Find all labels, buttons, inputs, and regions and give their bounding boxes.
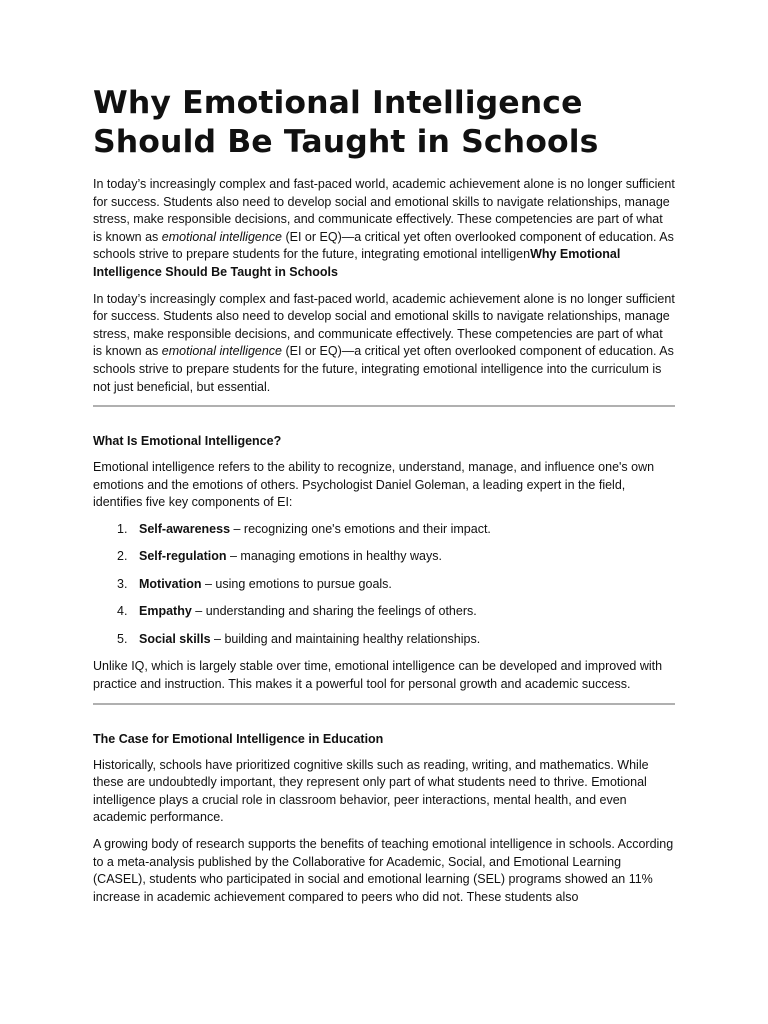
- section-divider-1: [93, 405, 675, 407]
- intro-paragraph-1: [93, 176, 675, 282]
- document-title: Why Emotional Intelligence Should Be Taught in Schools: [93, 85, 599, 160]
- section-heading-case-for-ei: The Case for Emotional Intelligence in Education: [93, 731, 384, 746]
- intro-2-italic-term: emotional intelligence: [161, 344, 282, 359]
- list-item-number: 5.: [117, 631, 128, 646]
- list-item-description: – understanding and sharing the feelings of others.: [191, 604, 477, 619]
- intro-paragraph-2: [93, 291, 675, 397]
- list-item-term: Self-awareness: [139, 521, 231, 536]
- list-item-description: – using emotions to pursue goals.: [201, 576, 392, 591]
- intro-2-text-before: In today’s increasingly complex and fast-paced world, academic achievement alone is no longer sufficient for success. Students also need to develop social and emotional skills to navigate relationships, manage stress, make responsible decisions, and communicate effectively. These competencies are part of what is known as: [93, 291, 675, 359]
- list-item: [93, 548, 675, 565]
- list-item-description: – building and maintaining healthy relationships.: [210, 631, 481, 646]
- section1-paragraph-1: Emotional intelligence refers to the ability to recognize, understand, manage, and influence one's own emotions and the emotions of others. Psychologist Daniel Goleman, a leading expert in the field, identifies five key components of EI:: [93, 460, 655, 510]
- list-item-number: 1.: [117, 521, 128, 536]
- list-item: [93, 603, 675, 620]
- section2-paragraph-1: Historically, schools have prioritized cognitive skills such as reading, writing, and mathematics. While these are undoubtedly important, they represent only part of what students need to thrive. Emotional intelligence plays a crucial role in classroom behavior, peer interactions, mental health, and even academic performance.: [93, 757, 649, 825]
- section-divider-2: [93, 703, 675, 705]
- list-item-term: Empathy: [139, 604, 192, 619]
- list-item-number: 2.: [117, 549, 128, 564]
- intro-1-bold-tail: Why Emotional Intelligence Should Be Taught in Schools: [93, 247, 621, 279]
- ei-components-list: [93, 521, 675, 648]
- intro-1-italic-term: emotional intelligence: [161, 229, 282, 244]
- list-item-description: – recognizing one's emotions and their impact.: [230, 521, 491, 536]
- intro-1-text-before: In today’s increasingly complex and fast-paced world, academic achievement alone is no longer sufficient for success. Students also need to develop social and emotional skills to navigate relationships, manage stress, make responsible decisions, and communicate effectively. These competencies are part of what is known as: [93, 177, 675, 244]
- section1-paragraph-2: Unlike IQ, which is largely stable over time, emotional intelligence can be developed and improved with practice and instruction. This makes it a powerful tool for personal growth and academic success.: [93, 659, 663, 691]
- document-page: [93, 84, 675, 915]
- list-item-number: 3.: [117, 576, 128, 591]
- list-item-term: Motivation: [139, 576, 202, 591]
- intro-2-text-after: (EI or EQ)—a critical yet often overlooked component of education. As schools strive to prepare students for the future, integrating emotional intelligence into the curriculum is not just beneficial, but essential.: [93, 344, 674, 394]
- list-item-number: 4.: [117, 604, 128, 619]
- section-heading-what-is-ei: What Is Emotional Intelligence?: [93, 434, 282, 449]
- list-item: [93, 521, 675, 538]
- section2-paragraph-2: A growing body of research supports the benefits of teaching emotional intelligence in schools. According to a meta-analysis published by the Collaborative for Academic, Social, and Emotional Learning (CASEL), students who participated in social and emotional learning (SEL) programs showed an 11% increase in academic achievement compared to peers who did not. These students also: [93, 836, 674, 904]
- list-item-term: Social skills: [139, 631, 211, 646]
- intro-1-text-after: (EI or EQ)—a critical yet often overlooked component of education. As schools strive to prepare students for the future, integrating emotional intelligen: [93, 229, 674, 262]
- list-item: [93, 576, 675, 593]
- list-item-description: – managing emotions in healthy ways.: [226, 549, 442, 564]
- list-item: [93, 631, 675, 648]
- list-item-term: Self-regulation: [139, 549, 227, 564]
